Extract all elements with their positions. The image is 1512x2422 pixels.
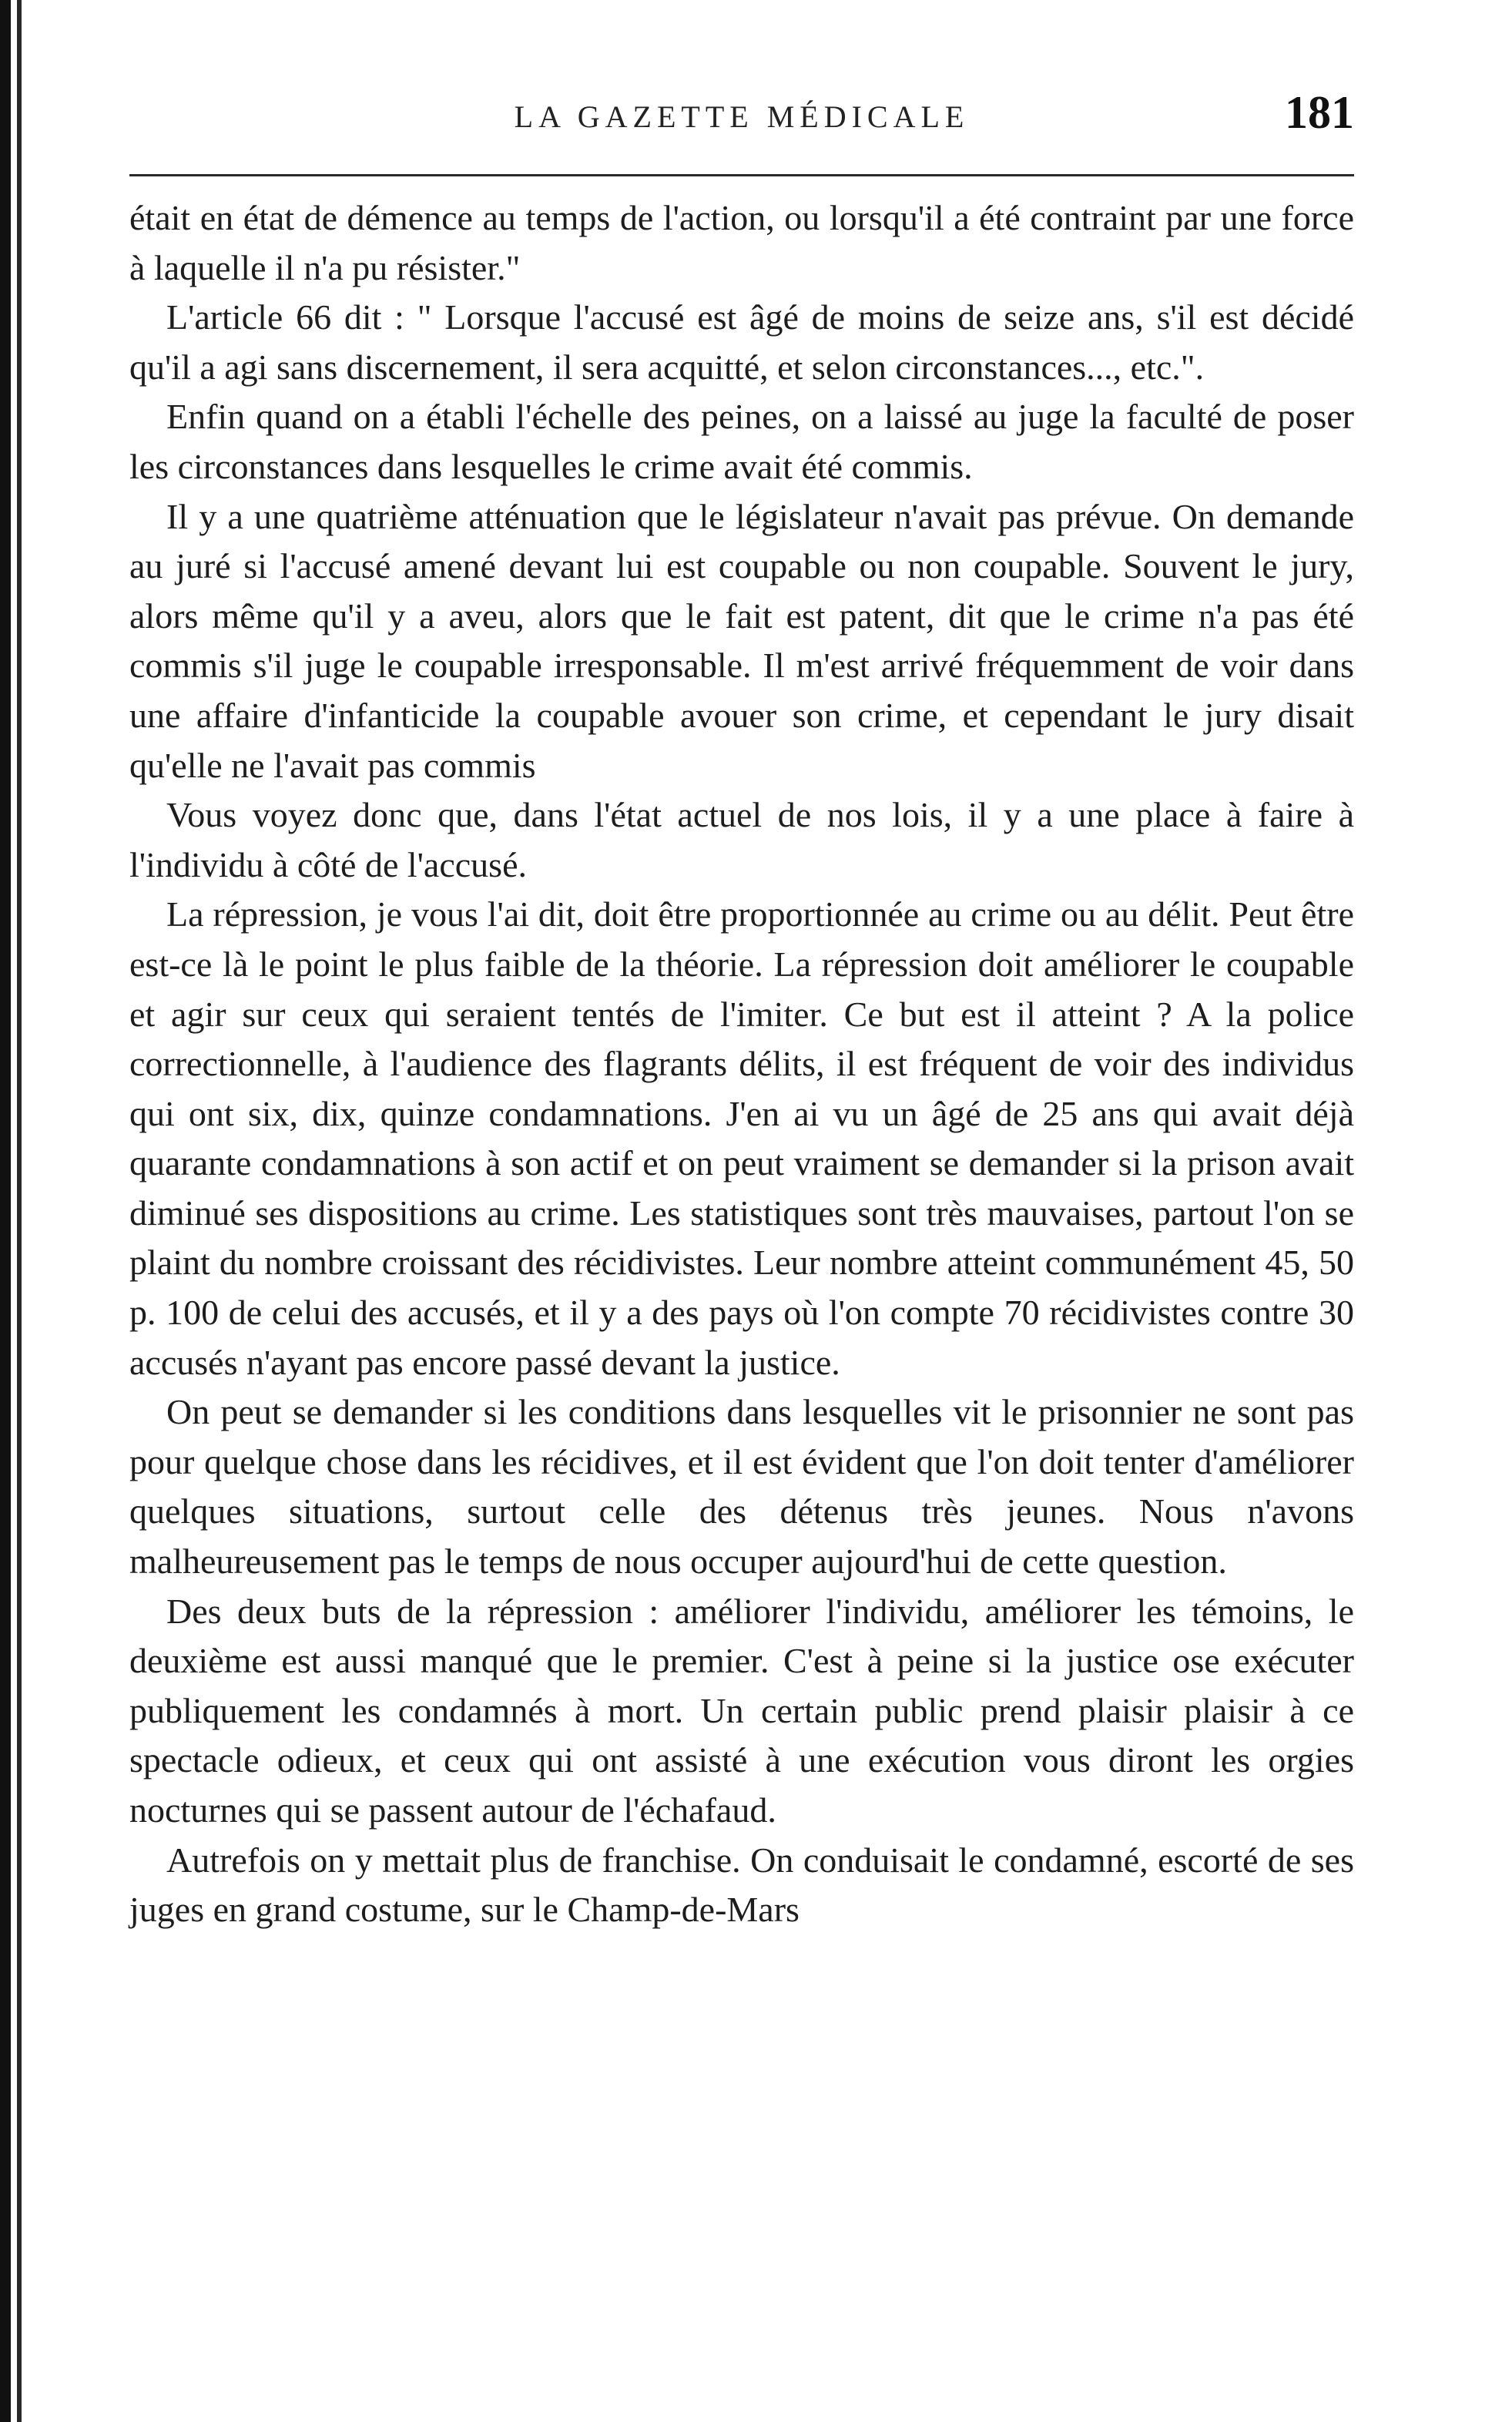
running-head [129, 87, 1354, 145]
paragraph: était en état de démence au temps de l'action, ou lorsqu'il a été contraint par une force à laquelle il n'a pu résister." [129, 198, 1354, 287]
document-page [129, 87, 1354, 1935]
body-text [129, 193, 1354, 1935]
paragraph: Des deux buts de la répression : améliorer l'individu, améliorer les témoins, le deuxième est aussi manqué que le premier. C'est à peine si la justice ose exécuter publiquement les condamnés à mort. Un certain public prend plaisir plaisir à ce spectacle odieux, et ceux qui ont assisté à une exécution vous diront les orgies nocturnes qui se passent autour de l'échafaud. [129, 1591, 1354, 1830]
paragraph: On peut se demander si les conditions dans lesquelles vit le prisonnier ne sont pas pour quelque chose dans les récidives, et il est évident que l'on doit tenter d'améliorer quelques situations, surtout celle des détenus très jeunes. Nous n'avons malheureusement pas le temps de nous occuper aujourd'hui de cette question. [129, 1392, 1354, 1582]
page-number: 181 [1285, 87, 1354, 138]
paragraph: Autrefois on y mettait plus de franchise. On conduisait le condamné, escorté de ses juges en grand costume, sur le Champ-de-Mars [129, 1840, 1354, 1930]
scan-binding-edge [0, 0, 11, 2422]
paragraph: L'article 66 dit : " Lorsque l'accusé est âgé de moins de seize ans, s'il est décidé qu'il a agi sans discernement, il sera acquitté, et selon circonstances..., etc.". [129, 297, 1354, 387]
journal-title: LA GAZETTE MÉDICALE [514, 99, 970, 134]
paragraph: Il y a une quatrième atténuation que le législateur n'avait pas prévue. On demande au juré si l'accusé amené devant lui est coupable ou non coupable. Souvent le jury, alors même qu'il y a aveu, alors que le fait est patent, dit que le crime n'a pas été commis s'il juge le coupable irresponsable. Il m'est arrivé fréquemment de voir dans une affaire d'infanticide la coupable avouer son crime, et cependant le jury disait qu'elle ne l'avait pas commis [129, 496, 1354, 785]
paragraph: Enfin quand on a établi l'échelle des peines, on a laissé au juge la faculté de poser les circonstances dans lesquelles le crime avait été commis. [129, 397, 1354, 486]
paragraph: Vous voyez donc que, dans l'état actuel de nos lois, il y a une place à faire à l'individu à côté de l'accusé. [129, 795, 1354, 884]
paragraph: La répression, je vous l'ai dit, doit être proportionnée au crime ou au délit. Peut être est-ce là le point le plus faible de la théorie. La répression doit améliorer le coupable et agir sur ceux qui seraient tentés de l'imiter. Ce but est il atteint ? A la police correctionnelle, à l'audience des flagrants délits, il est fréquent de voir des individus qui ont six, dix, quinze condamnations. J'en ai vu un âgé de 25 ans qui avait déjà quarante condamnations à son actif et on peut vraiment se demander si la prison avait diminué ses dispositions au crime. Les statistiques sont très mauvaises, partout l'on se plaint du nombre croissant des récidivistes. Leur nombre atteint communément 45, 50 p. 100 de celui des accusés, et il y a des pays où l'on compte 70 récidivistes contre 30 accusés n'ayant pas encore passé devant la justice. [129, 894, 1354, 1382]
header-rule [129, 174, 1354, 176]
scan-binding-shadow [17, 0, 22, 2422]
